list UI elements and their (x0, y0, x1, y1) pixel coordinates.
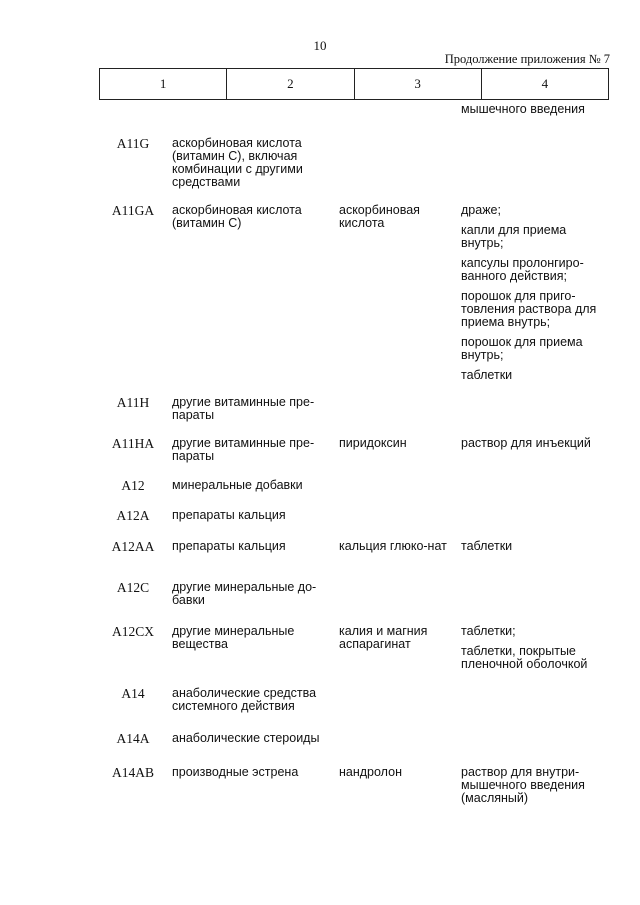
atc-code: A12AA (111, 539, 155, 554)
dosage-form: таблетки (461, 368, 513, 382)
table-row (99, 766, 609, 826)
column-header-1: 1 (100, 69, 227, 100)
dosage-form: капсулы пролонгиро-ванного действия; (461, 256, 584, 283)
atc-group-name: другие минеральные до-бавки (172, 580, 317, 607)
table-row (99, 137, 609, 204)
table-row (99, 103, 609, 137)
table-row (99, 479, 609, 509)
dosage-form: раствор для инъекций (461, 436, 591, 450)
dosage-form: порошок для приема внутрь; (461, 335, 583, 362)
atc-group-name: другие минеральные вещества (172, 624, 295, 651)
active-substance: кальция глюко-нат (339, 539, 447, 553)
column-header-table (99, 68, 609, 100)
atc-code: A14A (116, 731, 150, 746)
atc-group-name: аскорбиновая кислота (витамин С), включая комбинации с другими средствами (172, 136, 303, 189)
table-row (99, 509, 609, 540)
dosage-form: мышечного введения (461, 102, 585, 116)
table-row (99, 687, 609, 732)
dosage-form: таблетки (461, 539, 513, 553)
column-header-row (100, 69, 609, 100)
column-header-2: 2 (227, 69, 354, 100)
atc-code: A11H (116, 395, 150, 410)
dosage-form: капли для приема внутрь; (461, 223, 567, 250)
atc-group-name: анаболические стероиды (172, 731, 320, 745)
dosage-forms (461, 103, 611, 116)
dosage-forms (461, 204, 611, 382)
dosage-form: порошок для приго-товления раствора для приема внутрь; (461, 289, 597, 329)
table-row (99, 437, 609, 479)
atc-code: A12A (116, 508, 150, 523)
atc-code: A11HA (111, 436, 155, 451)
table-row (99, 396, 609, 437)
atc-code: A12CX (111, 624, 154, 639)
table-row (99, 581, 609, 625)
dosage-form: драже; (461, 203, 501, 217)
table-row (99, 625, 609, 687)
active-substance: пиридоксин (339, 436, 407, 450)
atc-code: A11G (116, 136, 150, 151)
active-substance: аскорбиновая кислота (339, 203, 420, 230)
dosage-forms (461, 625, 611, 671)
atc-code: A12C (116, 580, 150, 595)
continuation-note: Продолжение приложения № 7 (444, 52, 610, 66)
atc-group-name: анаболические средства системного действия (172, 686, 317, 713)
atc-code: A12 (121, 478, 145, 493)
atc-code: A14AB (111, 765, 154, 780)
dosage-forms (461, 766, 611, 805)
atc-group-name: препараты кальция (172, 508, 286, 522)
dosage-forms (461, 540, 611, 553)
atc-group-name: другие витаминные пре-параты (172, 436, 315, 463)
dosage-forms (461, 437, 611, 450)
atc-group-name: минеральные добавки (172, 478, 303, 492)
atc-group-name: аскорбиновая кислота (витамин С) (172, 203, 302, 230)
dosage-form: таблетки; (461, 624, 516, 638)
atc-code: A11GA (111, 203, 155, 218)
atc-group-name: препараты кальция (172, 539, 286, 553)
atc-group-name: другие витаминные пре-параты (172, 395, 315, 422)
active-substance: нандролон (339, 765, 402, 779)
dosage-form: таблетки, покрытые пленочной оболочкой (461, 644, 588, 671)
column-header-3: 3 (354, 69, 481, 100)
table-row (99, 732, 609, 766)
column-header-4: 4 (481, 69, 608, 100)
dosage-form: раствор для внутри-мышечного введения (масляный) (461, 765, 585, 805)
page-number: 10 (313, 38, 327, 53)
table-body (99, 103, 609, 826)
table-row (99, 204, 609, 396)
table-row (99, 540, 609, 581)
active-substance: калия и магния аспарагинат (339, 624, 428, 651)
atc-code: A14 (121, 686, 145, 701)
atc-group-name: производные эстрена (172, 765, 299, 779)
